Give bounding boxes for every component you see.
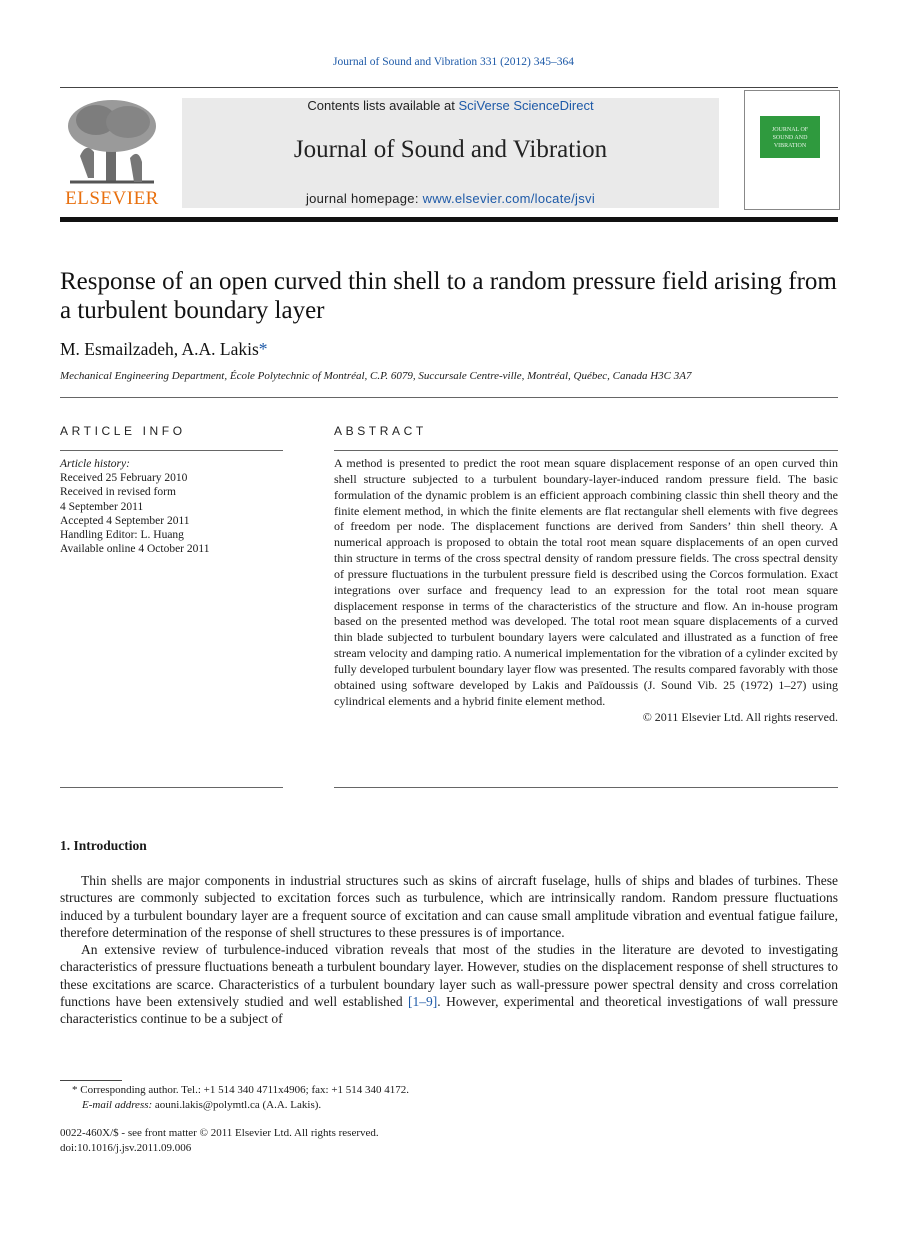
cover-line: SOUND AND <box>772 135 808 141</box>
doi[interactable]: doi:10.1016/j.jsv.2011.09.006 <box>60 1142 192 1154</box>
paragraph-text: . However, experimental and theoretical investigations of wall pressure characteristics continue to be a subject of <box>60 994 838 1027</box>
front-matter <box>60 1126 379 1156</box>
abstract-heading: ABSTRACT <box>334 424 427 438</box>
paragraph-text: An extensive review of turbulence-induced vibration reveals that most of the studies in the literature are devoted to investigating characteristics of pressure fluctuations beneath a turbulent boundary layer. However, studies on the displacement response of shell structures to these excitations are scarce. Characteristics of a turbulent boundary layer such as wall-pressure power spectral density and cross correlation functions have been extensively studied and well established <box>60 942 838 1010</box>
homepage-link[interactable]: www.elsevier.com/locate/jsvi <box>422 191 596 206</box>
email-label: E-mail address: <box>82 1099 153 1111</box>
homepage-line <box>182 191 719 206</box>
contents-line <box>182 98 719 113</box>
section-heading-introduction: 1. Introduction <box>60 838 147 853</box>
corresponding-author-mark[interactable]: * <box>258 339 268 359</box>
abstract-body <box>334 456 838 725</box>
email-footnote <box>82 1098 321 1113</box>
article-title: Response of an open curved thin shell to a random pressure field arising from a turbulent boundary layer <box>60 268 837 324</box>
corresponding-author-footnote: * Corresponding author. Tel.: +1 514 340 4711x4906; fax: +1 514 340 4172. <box>72 1084 410 1096</box>
homepage-prefix: journal homepage: <box>305 191 423 206</box>
history-item: Handling Editor: L. Huang <box>60 529 184 542</box>
abstract-copyright: © 2011 Elsevier Ltd. All rights reserved. <box>642 709 838 724</box>
tree-logo-icon <box>60 96 164 188</box>
article-history <box>60 457 283 556</box>
cover-line: JOURNAL OF <box>771 127 809 133</box>
footnote-rule <box>60 1080 122 1081</box>
history-item: 4 September 2011 <box>60 500 144 513</box>
abstract-text: A method is presented to predict the root mean square displacement response of an open curved thin shell structure subjected to a turbulent boundary-layer-induced random pressure field. The basic formulation of the dynamic problem is an efficient approach combining classic thin shell theory and the finite element method, in which the finite elements are flat rectangular shell elements with five degrees of freedom per node. The displacement functions are derived from Sanders’ thin shell theory. A numerical approach is proposed to obtain the total root mean square displacements of an open curved thin structure in terms of the cross spectral density of random pressure fields. The cross spectral density of pressure fluctuations in the turbulent pressure field is described using the Corcos formulation. Exact integrations over surface and frequency lead to an expression for the total root mean square displacement response in terms of the characteristics of the structure and flow. An in-house program based on the presented method was developed. The total root mean square displacements of a curved thin blade subjected to turbulent boundary layers were calculated and illustrated as a function of free stream velocity and damping ratio. A numerical implementation for the vibration of a cylinder excited by fully developed turbulent boundary layer flow was presented. The results compared favorably with those obtained using software developed by Lakis and Païdoussis (J. Sound Vib. 25 (1972) 1–27) using cylindrical elements and a hybrid finite element method. <box>334 456 838 708</box>
front-matter-line: 0022-460X/$ - see front matter © 2011 Elsevier Ltd. All rights reserved. <box>60 1127 379 1139</box>
publisher-logo-text: ELSEVIER <box>65 188 159 209</box>
journal-name: Journal of Sound and Vibration <box>293 136 608 163</box>
header-rule <box>60 87 838 88</box>
history-item: Available online 4 October 2011 <box>60 543 210 556</box>
abstract-bottom-rule <box>334 787 838 788</box>
history-item: Accepted 4 September 2011 <box>60 514 190 527</box>
header-thick-rule <box>60 217 838 222</box>
paragraph <box>60 941 838 1027</box>
history-label: Article history: <box>60 458 130 470</box>
journal-citation[interactable]: Journal of Sound and Vibration 331 (2012) 345–364 <box>333 56 574 68</box>
paragraph: Thin shells are major components in industrial structures such as skins of aircraft fuselage, hulls of ships and blades of turbines. These structures are commonly subjected to excitation forces such as turbulence, which are intrinsically random. Random pressure fluctuations induced by a turbulent boundary layer are a frequent source of excitation and can cause small amplitude vibration and eventual fatigue failure, therefore determination of the response of shell structures to these pressures is of importance. <box>60 873 838 940</box>
title-rule <box>60 397 838 398</box>
abstract-rule <box>334 450 838 451</box>
email-address[interactable]: aouni.lakis@polymtl.ca (A.A. Lakis). <box>152 1099 322 1111</box>
cover-line: VIBRATION <box>773 143 807 149</box>
reference-link[interactable]: [1–9] <box>408 994 438 1010</box>
article-info-heading: ARTICLE INFO <box>60 424 186 438</box>
affiliation: Mechanical Engineering Department, École Polytechnic of Montréal, C.P. 6079, Succursale Centre-ville, Montréal, Québec, Canada H3C 3A7 <box>60 370 692 382</box>
sciencedirect-link[interactable]: SciVerse ScienceDirect <box>458 98 594 113</box>
contents-prefix: Contents lists available at <box>307 98 459 113</box>
article-info-bottom-rule <box>60 787 283 788</box>
authors: M. Esmailzadeh, A.A. Lakis <box>60 339 259 359</box>
article-info-rule <box>60 450 283 451</box>
author-list <box>60 339 268 360</box>
history-item: Received 25 February 2010 <box>60 472 188 485</box>
history-item: Received in revised form <box>60 486 176 499</box>
introduction-body <box>60 872 838 1028</box>
cover-title-block <box>760 116 820 158</box>
